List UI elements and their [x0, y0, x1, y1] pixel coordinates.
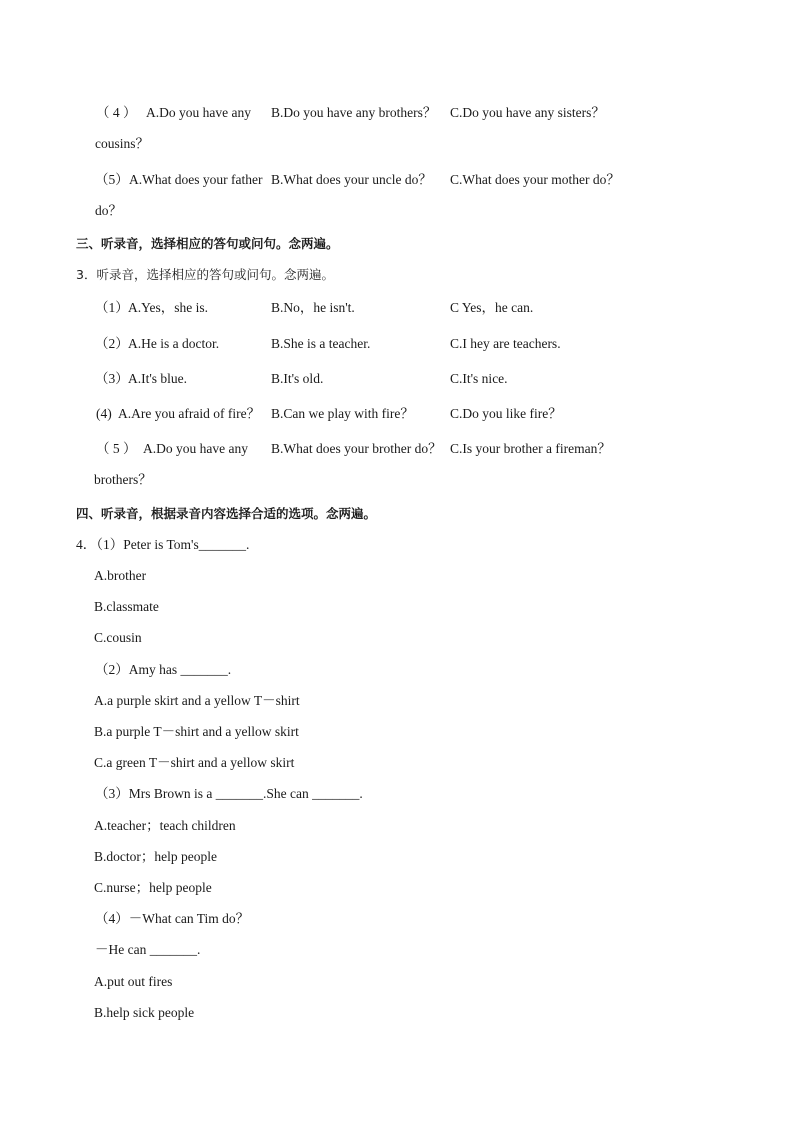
s3-q4-option-c: C.Do you like fire？ — [450, 406, 562, 421]
s3-q1-option-c: C Yes，he can. — [450, 300, 534, 315]
s3-q4-num: (4) — [96, 406, 112, 421]
s3-q2-option-b: B.She is a teacher. — [271, 336, 371, 351]
s3-q5-option-c: C.Is your brother a fireman？ — [450, 441, 611, 456]
s2-q5-wrap: do？ — [95, 203, 122, 218]
s2-q4-option-b: B.Do you have any brothers？ — [271, 105, 437, 120]
s3-q2-option-c: C.I hey are teachers. — [450, 336, 561, 351]
s4-q1-option-b: B.classmate — [94, 599, 159, 614]
s3-q5-option-a: A.Do you have any — [143, 441, 248, 456]
s2-q5-option-b: B.What does your uncle do？ — [271, 172, 432, 187]
s4-q3-option-c: C.nurse；help people — [94, 880, 212, 895]
s4-q3-option-a: A.teacher；teach children — [94, 818, 236, 833]
s4-q1-option-a: A.brother — [94, 568, 147, 583]
s3-q2-option-a: A.He is a doctor. — [128, 336, 220, 351]
section3-heading: 三、听录音，选择相应的答句或问句。念两遍。 — [76, 236, 339, 251]
s3-q1-option-b: B.No，he isn't. — [271, 300, 355, 315]
s4-q2-option-a: A.a purple skirt and a yellow T－shirt — [94, 693, 300, 708]
s3-q3-option-c: C.It's nice. — [450, 371, 508, 386]
s4-q2-option-b: B.a purple T－shirt and a yellow skirt — [94, 724, 299, 739]
section4-heading: 四、听录音，根据录音内容选择合适的选项。念两遍。 — [76, 506, 377, 521]
s4-q4-stem: （4）－What can Tim do？ — [95, 911, 250, 926]
s3-q2-num: （2） — [95, 336, 129, 351]
s4-q4-option-a: A.put out fires — [94, 974, 173, 989]
s2-q5-num: （5） — [95, 172, 129, 187]
s2-q4-num: （ 4 ） — [96, 105, 137, 120]
s4-q1-stem: 4．（1）Peter is Tom's_______. — [76, 537, 250, 552]
s3-q5-num: （ 5 ） — [96, 441, 137, 456]
s2-q4-option-a: A.Do you have any — [146, 105, 251, 120]
s4-q2-option-c: C.a green T－shirt and a yellow skirt — [94, 755, 295, 770]
s4-q3-stem: （3）Mrs Brown is a _______.She can _______. — [95, 786, 363, 801]
s3-q3-option-b: B.It's old. — [271, 371, 324, 386]
s3-q3-num: （3） — [95, 371, 129, 386]
s4-q2-stem: （2）Amy has _______. — [95, 662, 232, 677]
s4-q1-option-c: C.cousin — [94, 630, 142, 645]
s3-q5-wrap: brothers？ — [94, 472, 152, 487]
s2-q5-option-c: C.What does your mother do？ — [450, 172, 620, 187]
s2-q4-wrap: cousins？ — [95, 136, 149, 151]
s2-q4-option-c: C.Do you have any sisters？ — [450, 105, 605, 120]
s3-q5-option-b: B.What does your brother do？ — [271, 441, 442, 456]
s2-q5-option-a: A.What does your father — [129, 172, 263, 187]
section3-instruction: 3．听录音，选择相应的答句或问句。念两遍。 — [76, 267, 334, 282]
s4-q3-option-b: B.doctor；help people — [94, 849, 217, 864]
s3-q4-option-a: A.Are you afraid of fire？ — [118, 406, 261, 421]
s3-q3-option-a: A.It's blue. — [128, 371, 188, 386]
s4-q4-option-b: B.help sick people — [94, 1005, 195, 1020]
s3-q4-option-b: B.Can we play with fire？ — [271, 406, 414, 421]
s3-q1-option-a: A.Yes，she is. — [128, 300, 209, 315]
s3-q1-num: （1） — [95, 300, 129, 315]
s4-q4-stem-answer: －He can _______. — [95, 942, 201, 957]
